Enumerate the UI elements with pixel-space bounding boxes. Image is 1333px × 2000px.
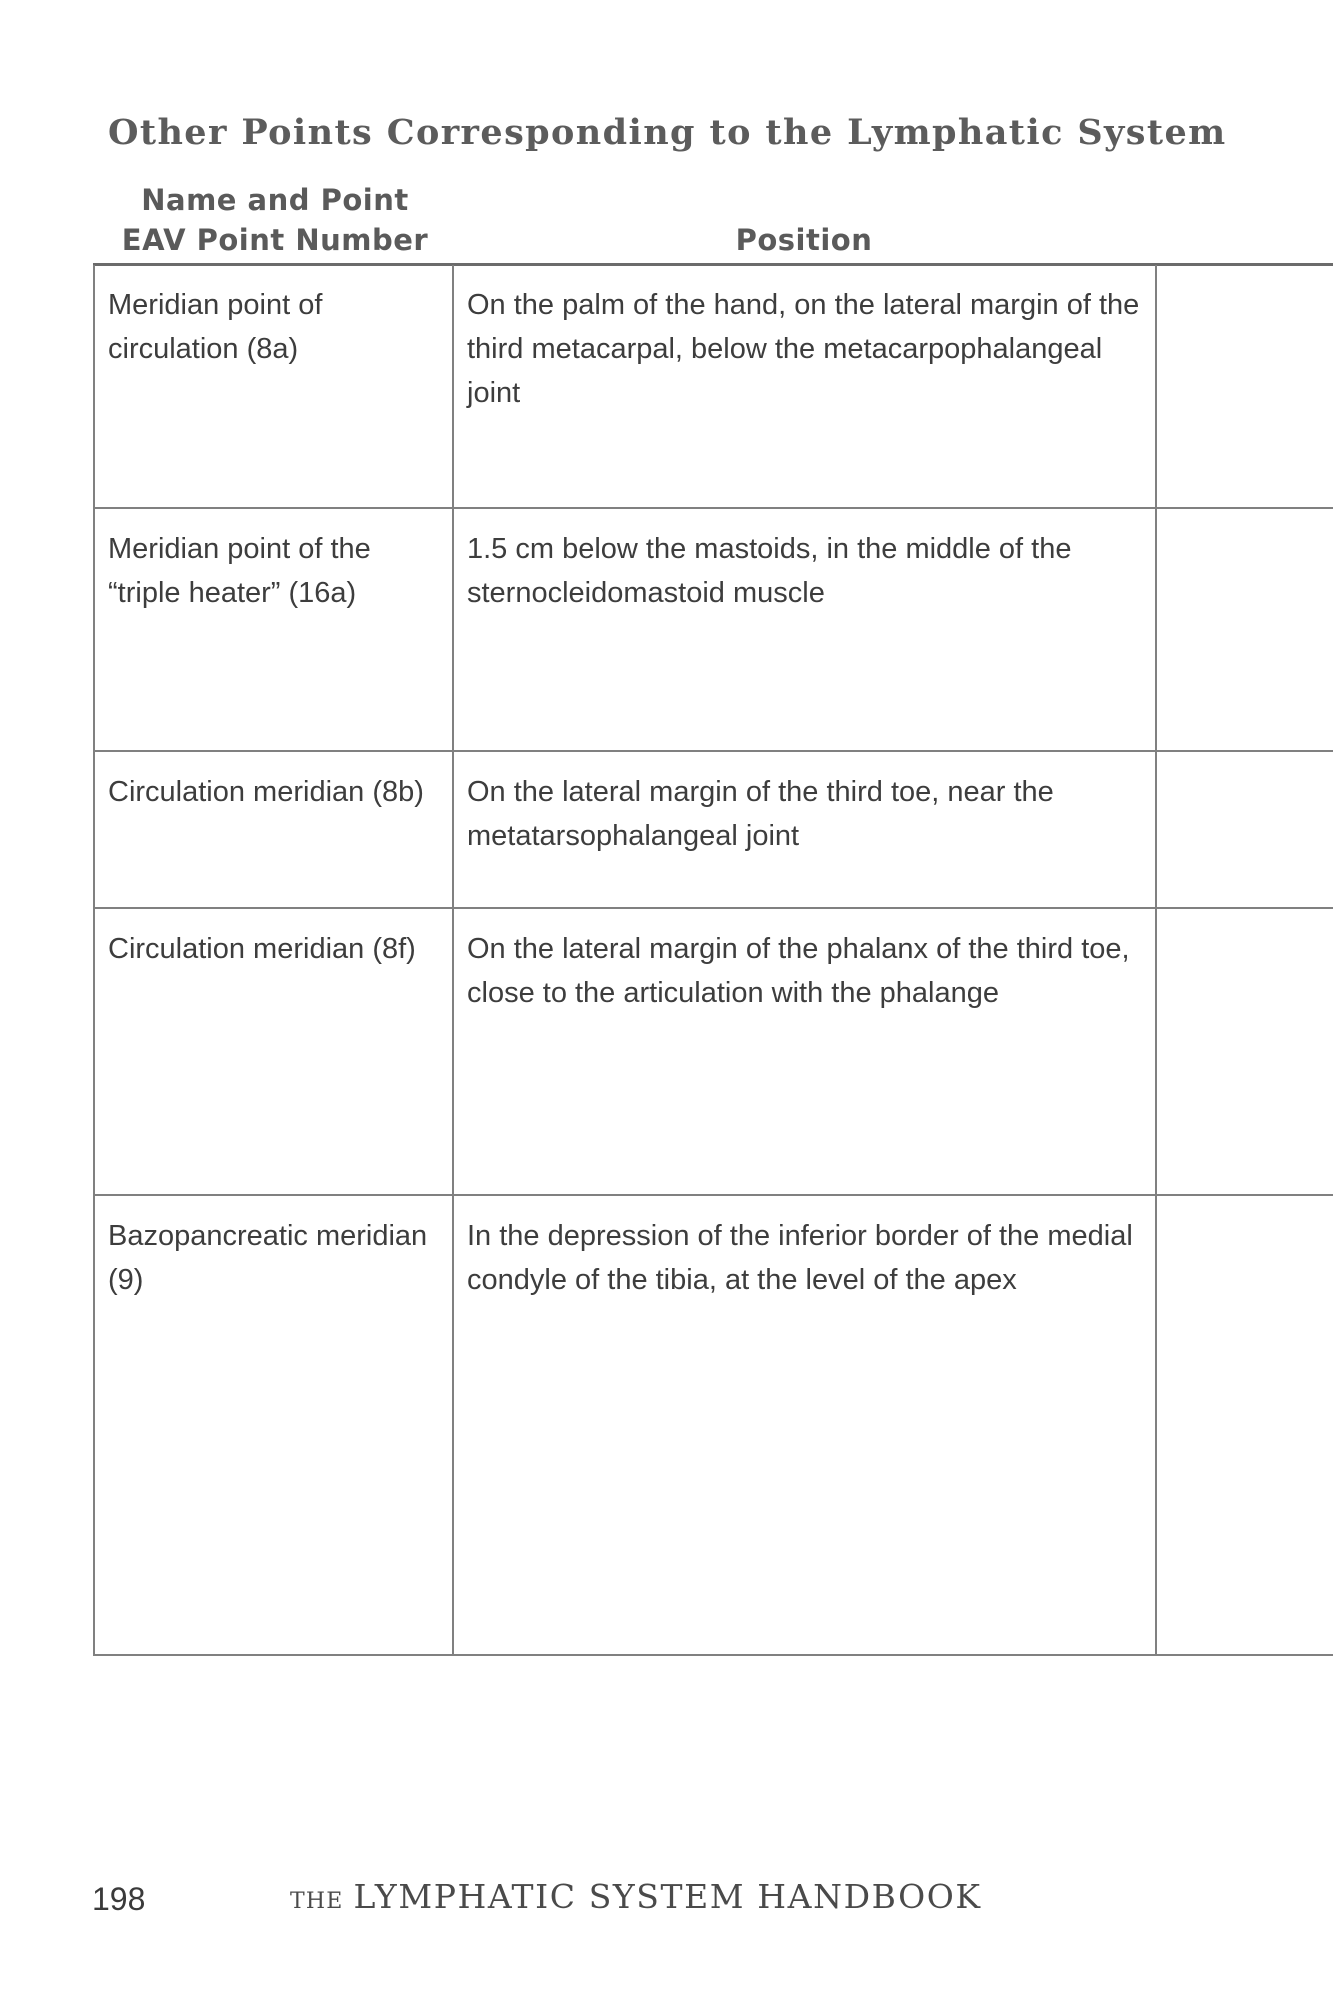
running-head-article: THE (290, 1889, 344, 1914)
table-row (94, 265, 1333, 508)
point-name-cell: Circulation meridian (8b) (94, 751, 453, 908)
point-name-cell: Meridian point of circulation (8a) (94, 265, 453, 508)
points-table (93, 265, 1333, 1656)
blank-cell (1156, 1195, 1333, 1655)
running-head (290, 1877, 982, 1916)
point-position-cell: In the depression of the inferior border of the medial condyle of the tibia, at the level of the apex (453, 1195, 1156, 1655)
column-header-name-line1: Name and Point (141, 183, 409, 217)
point-name-cell: Meridian point of the “triple heater” (16a) (94, 508, 453, 751)
page-number: 198 (92, 1881, 146, 1917)
column-header-name-line2: EAV Point Number (121, 223, 429, 257)
table-row (94, 751, 1333, 908)
column-header-name (95, 180, 455, 260)
point-position-cell: On the lateral margin of the third toe, near the metatarsophalangeal joint (453, 751, 1156, 908)
point-position-cell: 1.5 cm below the mastoids, in the middle of the sternocleidomastoid muscle (453, 508, 1156, 751)
blank-cell (1156, 265, 1333, 508)
page-title: Other Points Corresponding to the Lymphatic System (108, 112, 1227, 153)
column-header-position-label: Position (735, 223, 873, 257)
blank-cell (1156, 508, 1333, 751)
table-row (94, 1195, 1333, 1655)
column-header-position (454, 220, 1154, 260)
point-position-cell: On the lateral margin of the phalanx of the third toe, close to the articulation with the phalange (453, 908, 1156, 1195)
point-name-cell: Circulation meridian (8f) (94, 908, 453, 1195)
point-name-cell: Bazopancreatic meridian (9) (94, 1195, 453, 1655)
blank-cell (1156, 908, 1333, 1195)
running-head-title: LYMPHATIC SYSTEM HANDBOOK (353, 1877, 982, 1916)
point-position-cell: On the palm of the hand, on the lateral margin of the third metacarpal, below the metacarpophalangeal joint (453, 265, 1156, 508)
table-row (94, 908, 1333, 1195)
blank-cell (1156, 751, 1333, 908)
table-row (94, 508, 1333, 751)
